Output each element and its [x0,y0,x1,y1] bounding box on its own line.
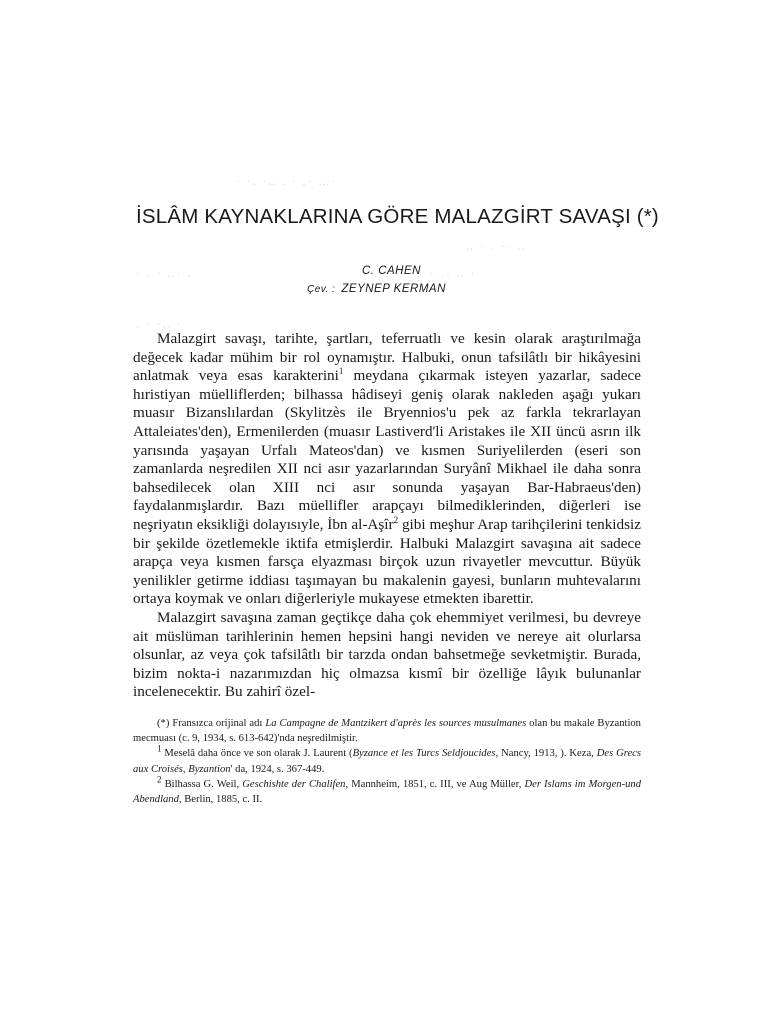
footnote-text: , Nancy, 1913, ). Keza, [495,748,597,760]
footnote-text: , Berlin, 1885, c. II. [178,794,263,806]
translator-name: ZEYNEP KERMAN [341,283,446,295]
show-through-text: · ·․ ·‥ . · ․· …· [236,176,337,188]
translator-label: Çev. : [307,284,336,295]
footnote-ref: 1 [338,366,344,377]
paragraph [133,609,641,702]
author-name: C. CAHEN [362,265,421,277]
show-through-text: · ․ · ‥· ․ [136,268,193,280]
footnote [133,716,641,746]
footnote-marker: 2 [157,774,162,785]
footnote [133,743,641,776]
footnote-text: Meselâ daha önce ve son olarak J. Laurent ( [161,748,353,760]
footnote [133,774,642,807]
footnote-italic: Geschishte der Chalifen [242,778,346,790]
footnote-italic: Byzance et les Turcs Seldjoucides [352,748,496,760]
article-title: İSLÂM KAYNAKLARINA GÖRE MALAZGİRT SAVAŞI (*) [136,205,659,228]
paragraph-text: Malazgirt savaşı, tarihte, şartları, teferruatlı ve kesin olarak araştırılmağa değecek kadar mühim bir rol oynamıştır. Halbuki, onun tafsilâtlı bir hikâyesini anlatmak veya esas karakterini [133,330,641,385]
footnote-ref: 2 [393,514,399,525]
article-body [133,330,641,702]
paragraph [133,330,641,609]
footnote-text: Fransızca orijinal adı [169,718,266,729]
footnote-text: olan bu makale Byzantion mecmuası (c. 9, 1934, s. 613-642)'nda neşredilmiştir. [133,718,641,745]
footnote-text: , Mannheim, 1851, c. III, ve Aug Müller, [345,778,525,790]
paragraph-text: gibi meşhur Arap tarihçilerini tenkidsiz bir şekilde özetlemekle iktifa etmişlerdir. Halbuki Malazgirt savaşına ait sadece arapça veya kısmen farsça elyazması birçok uzun rivayetler mevcuttur. Büyük yenilikler getirme iddiası taşımayan bu makalenin gayesi, bunların muhtevalarını ortaya koymak ve onları diğerleriyle mukayese etmekten ibarettir. [133,515,641,608]
paragraph-text: meydana çıkarmak isteyen yazarlar, sadece hıristiyan müelliflerden; bilhassa hâdiseyi geniş olarak nakleden aşağı yukarı muasır Bizanslılardan (Skylitzès ile Bryennios'u pek az farkla tekrarlayan Attaleiates'den), Ermenilerden (muasır Lastiverd'li Aristakes ile XII üncü asrın ilk yarısında yaşayan Urfalı Mateos'dan) ve kısmen Suriyelilerden (eseri son zamanlarda neşredilen XII nci asır yazarlarından Suryânî Mikhael ile daha sonra bahsedilecek olan XIII nci asır sonunda yaşayan Bar-Habraeus'den) faydalanmışlardır. Bazı müellifler arapçayı bilmediklerinden, diğerleri ise neşriyatın eksikliği dolayısıyle, İbn al-Aşîr [133,367,641,533]
footnote-italic: La Campagne de Mantzikert d'après les sources musulmanes [265,718,527,729]
footnote-text: Bilhassa G. Weil, [161,778,243,790]
footnote-italic: Der Islams im Morgen-und Abendland [133,778,642,806]
footnote-marker: (*) [157,718,170,729]
footnotes [133,716,641,807]
show-through-text: · ․· ‥ · [430,268,477,280]
show-through-text: ‥ · ․ ·· ‥ [466,241,527,253]
footnote-italic: Des Grecs aux Croisés, Byzantion [133,748,641,775]
show-through-text: ․ · ·‥ · [136,319,183,331]
footnote-text: ' da, 1924, s. 367-449. [230,763,325,775]
footnote-marker: 1 [157,743,162,754]
paragraph-text: Malazgirt savaşına zaman geçtikçe daha çok ehemmiyet verilmesi, bu devreye ait müslüman tarihlerinin hemen hepsini hangi neviden ve nereye ait olurlarsa olsunlar, az veya çok tafsilâtlı bir tarzda ondan bahsetmeğe sevketmiştir. Burada, bizim nokta-i nazarımızdan hiç olmazsa kısmî bir özelliğe lâyık bulunanlar incelenecektir. Bu zahirî özel- [133,608,641,701]
translator-line [307,283,446,295]
